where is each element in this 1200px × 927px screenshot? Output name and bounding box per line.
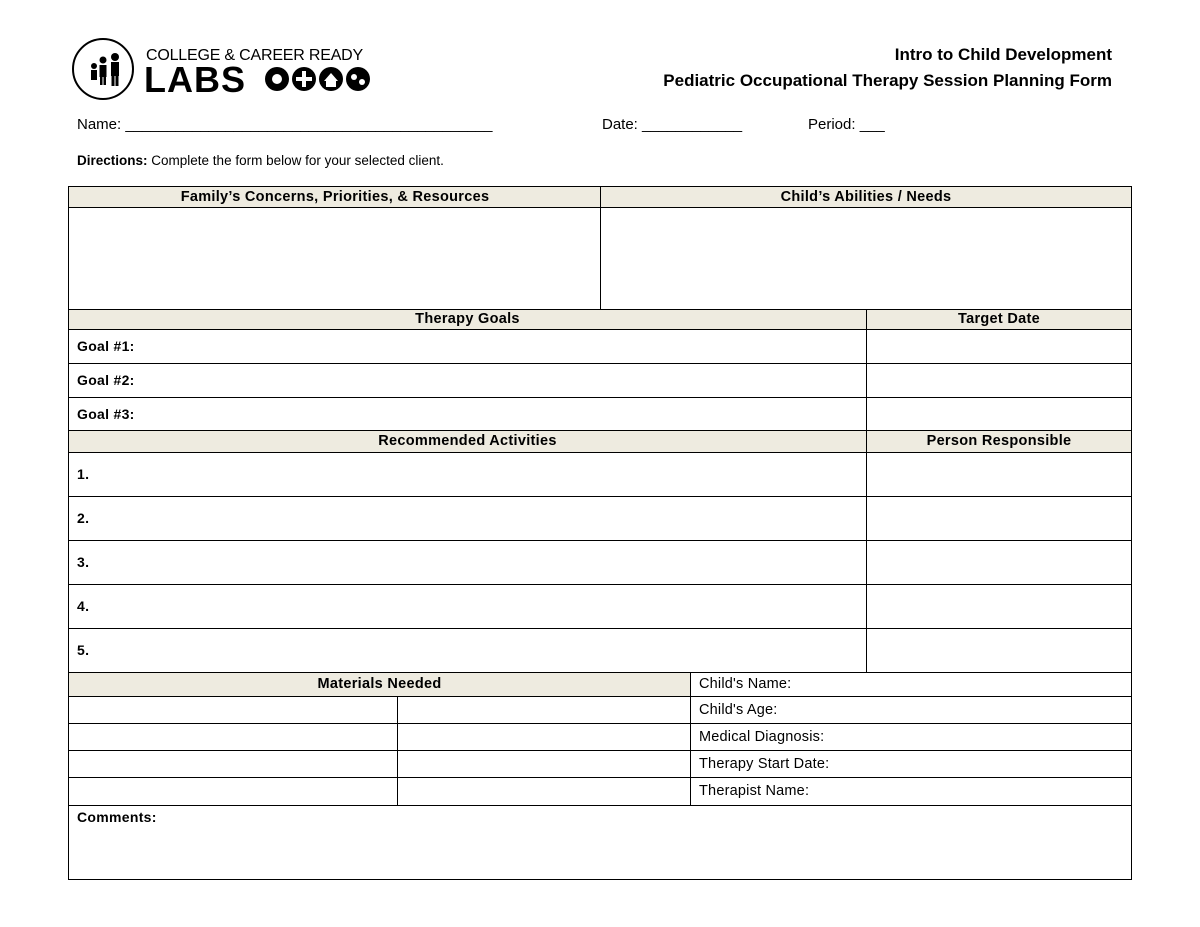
material-field-1b[interactable] [398,697,690,723]
period-label: Period: [808,116,856,133]
goal-3-field[interactable]: Goal #3: [77,406,135,422]
medical-diagnosis-field[interactable]: Medical Diagnosis: [699,729,825,745]
comments-field[interactable]: Comments: [77,809,157,825]
goal-1-target-date[interactable] [867,330,1131,363]
date-label: Date: [602,116,638,133]
material-field-4a[interactable] [69,778,397,805]
goal-2-target-date[interactable] [867,364,1131,397]
childs-age-field[interactable]: Child's Age: [699,702,778,718]
form-title: Pediatric Occupational Therapy Session Planning Form [663,71,1112,90]
directions-label: Directions: [77,153,148,168]
logo-main-text: LABS [144,59,246,100]
activity-1-person[interactable] [867,453,1131,496]
name-label: Name: [77,116,122,133]
directions [77,153,444,168]
date-field[interactable] [602,116,742,133]
goal-1-field[interactable]: Goal #1: [77,338,135,354]
planning-form [68,186,1132,880]
activity-4-field[interactable]: 4. [77,598,90,614]
activity-4-person[interactable] [867,585,1131,628]
goal-2-field[interactable]: Goal #2: [77,372,135,388]
career-cluster-icons [264,64,394,99]
family-concerns-header: Family’s Concerns, Priorities, & Resources [69,187,601,208]
period-blank[interactable]: ___ [859,116,885,133]
family-concerns-field[interactable] [69,208,601,309]
logo-top-text: COLLEGE & CAREER READY [146,47,363,64]
materials-needed-header: Materials Needed [69,673,690,696]
material-field-4b[interactable] [398,778,690,805]
family-icon [72,38,134,100]
directions-text: Complete the form below for your selected client. [151,153,444,168]
material-field-2b[interactable] [398,724,690,750]
child-abilities-field[interactable] [601,208,1131,309]
activity-5-field[interactable]: 5. [77,642,90,658]
target-date-header: Target Date [867,310,1131,329]
goal-3-target-date[interactable] [867,398,1131,430]
material-field-3b[interactable] [398,751,690,777]
material-field-3a[interactable] [69,751,397,777]
activity-2-person[interactable] [867,497,1131,540]
activity-5-person[interactable] [867,629,1131,672]
child-abilities-header: Child’s Abilities / Needs [601,187,1131,208]
material-field-1a[interactable] [69,697,397,723]
activity-3-person[interactable] [867,541,1131,584]
therapy-goals-header: Therapy Goals [69,310,866,329]
course-title: Intro to Child Development [894,45,1112,64]
childs-name-field[interactable]: Child's Name: [699,676,792,692]
activity-2-field[interactable]: 2. [77,510,90,526]
name-blank[interactable]: ____________________________________________ [125,116,493,133]
labs-logo [72,38,392,104]
therapy-start-date-field[interactable]: Therapy Start Date: [699,756,830,772]
header [663,42,1112,94]
date-blank[interactable]: ____________ [642,116,743,133]
period-field[interactable] [808,116,885,133]
recommended-activities-header: Recommended Activities [69,431,866,452]
activity-1-field[interactable]: 1. [77,466,90,482]
activity-3-field[interactable]: 3. [77,554,90,570]
material-field-2a[interactable] [69,724,397,750]
therapist-name-field[interactable]: Therapist Name: [699,783,810,799]
person-responsible-header: Person Responsible [867,431,1131,452]
name-field[interactable] [77,116,492,133]
